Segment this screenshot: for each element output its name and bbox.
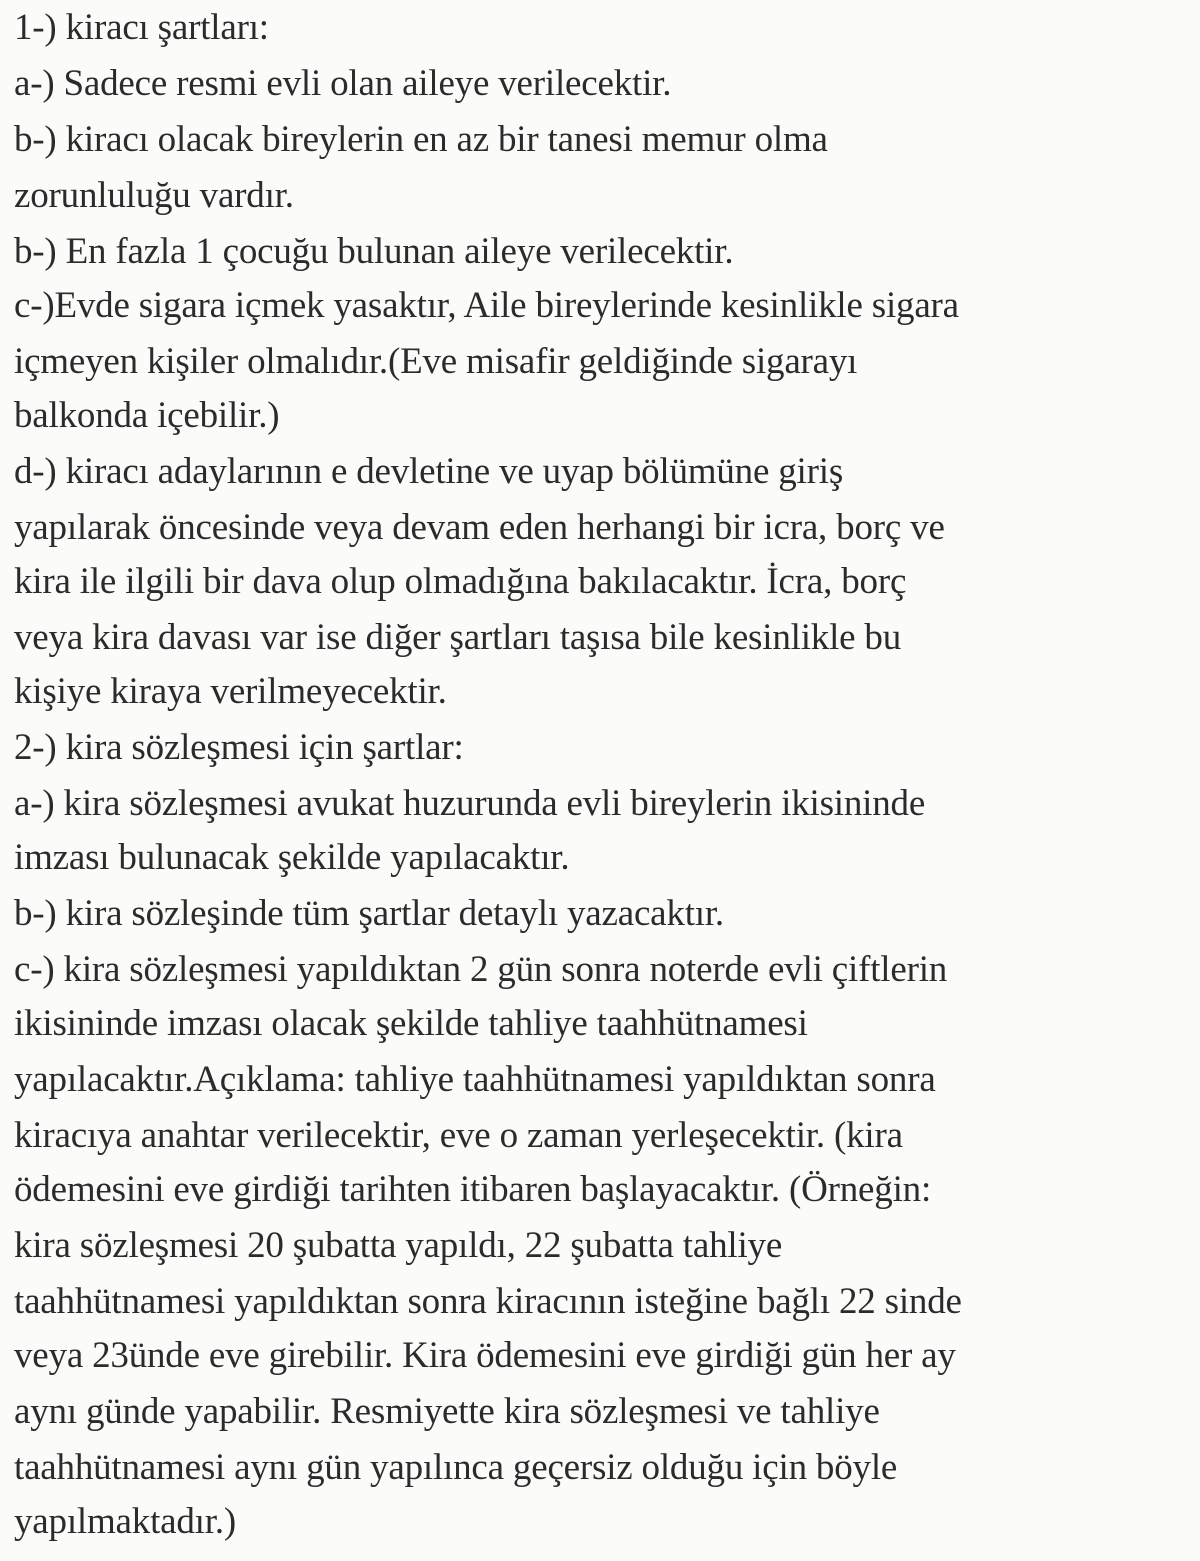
text-line: a-) Sadece resmi evli olan aileye verilecektir.: [14, 63, 672, 104]
text-line: veya kira davası var ise diğer şartları taşısa bile kesinlikle bu: [14, 617, 902, 658]
text-line: taahhütnamesi aynı gün yapılınca geçersiz olduğu için böyle: [14, 1447, 898, 1488]
text-line: b-) kiracı olacak bireylerin en az bir tanesi memur olma: [14, 119, 828, 160]
text-line: taahhütnamesi yapıldıktan sonra kiracının isteğine bağlı 22 sinde: [14, 1281, 962, 1322]
text-line: kişiye kiraya verilmeyecektir.: [14, 671, 447, 712]
text-line: zorunluluğu vardır.: [14, 175, 294, 216]
text-line: kiracıya anahtar verilecektir, eve o zaman yerleşecektir. (kira: [14, 1115, 903, 1156]
text-line: veya 23ünde eve girebilir. Kira ödemesini eve girdiği gün her ay: [14, 1335, 956, 1376]
text-line: yapılacaktır.Açıklama: tahliye taahhütnamesi yapıldıktan sonra: [14, 1059, 936, 1100]
text-line: c-)Evde sigara içmek yasaktır, Aile bireylerinde kesinlikle sigara: [14, 285, 959, 326]
text-line: yapılarak öncesinde veya devam eden herhangi bir icra, borç ve: [14, 507, 945, 548]
text-line: a-) kira sözleşmesi avukat huzurunda evli bireylerin ikisininde: [14, 783, 926, 824]
text-line: balkonda içebilir.): [14, 395, 280, 436]
text-line: 1-) kiracı şartları:: [14, 7, 269, 48]
text-line: b-) kira sözleşinde tüm şartlar detaylı yazacaktır.: [14, 893, 724, 934]
text-line: yapılmaktadır.): [14, 1501, 237, 1542]
text-line: d-) kiracı adaylarının e devletine ve uyap bölümüne giriş: [14, 451, 844, 492]
text-line: ödemesini eve girdiği tarihten itibaren başlayacaktır. (Örneğin:: [14, 1169, 932, 1210]
text-line: imzası bulunacak şekilde yapılacaktır.: [14, 837, 570, 878]
text-line: aynı günde yapabilir. Resmiyette kira sözleşmesi ve tahliye: [14, 1391, 880, 1432]
text-line: c-) kira sözleşmesi yapıldıktan 2 gün sonra noterde evli çiftlerin: [14, 949, 948, 990]
text-line: ikisininde imzası olacak şekilde tahliye taahhütnamesi: [14, 1003, 808, 1044]
text-line: kira sözleşmesi 20 şubatta yapıldı, 22 şubatta tahliye: [14, 1225, 783, 1266]
text-line: içmeyen kişiler olmalıdır.(Eve misafir geldiğinde sigarayı: [14, 341, 858, 382]
text-line: kira ile ilgili bir dava olup olmadığına bakılacaktır. İcra, borç: [14, 561, 907, 602]
text-line: b-) En fazla 1 çocuğu bulunan aileye verilecektir.: [14, 231, 734, 272]
text-line: 2-) kira sözleşmesi için şartlar:: [14, 727, 464, 768]
